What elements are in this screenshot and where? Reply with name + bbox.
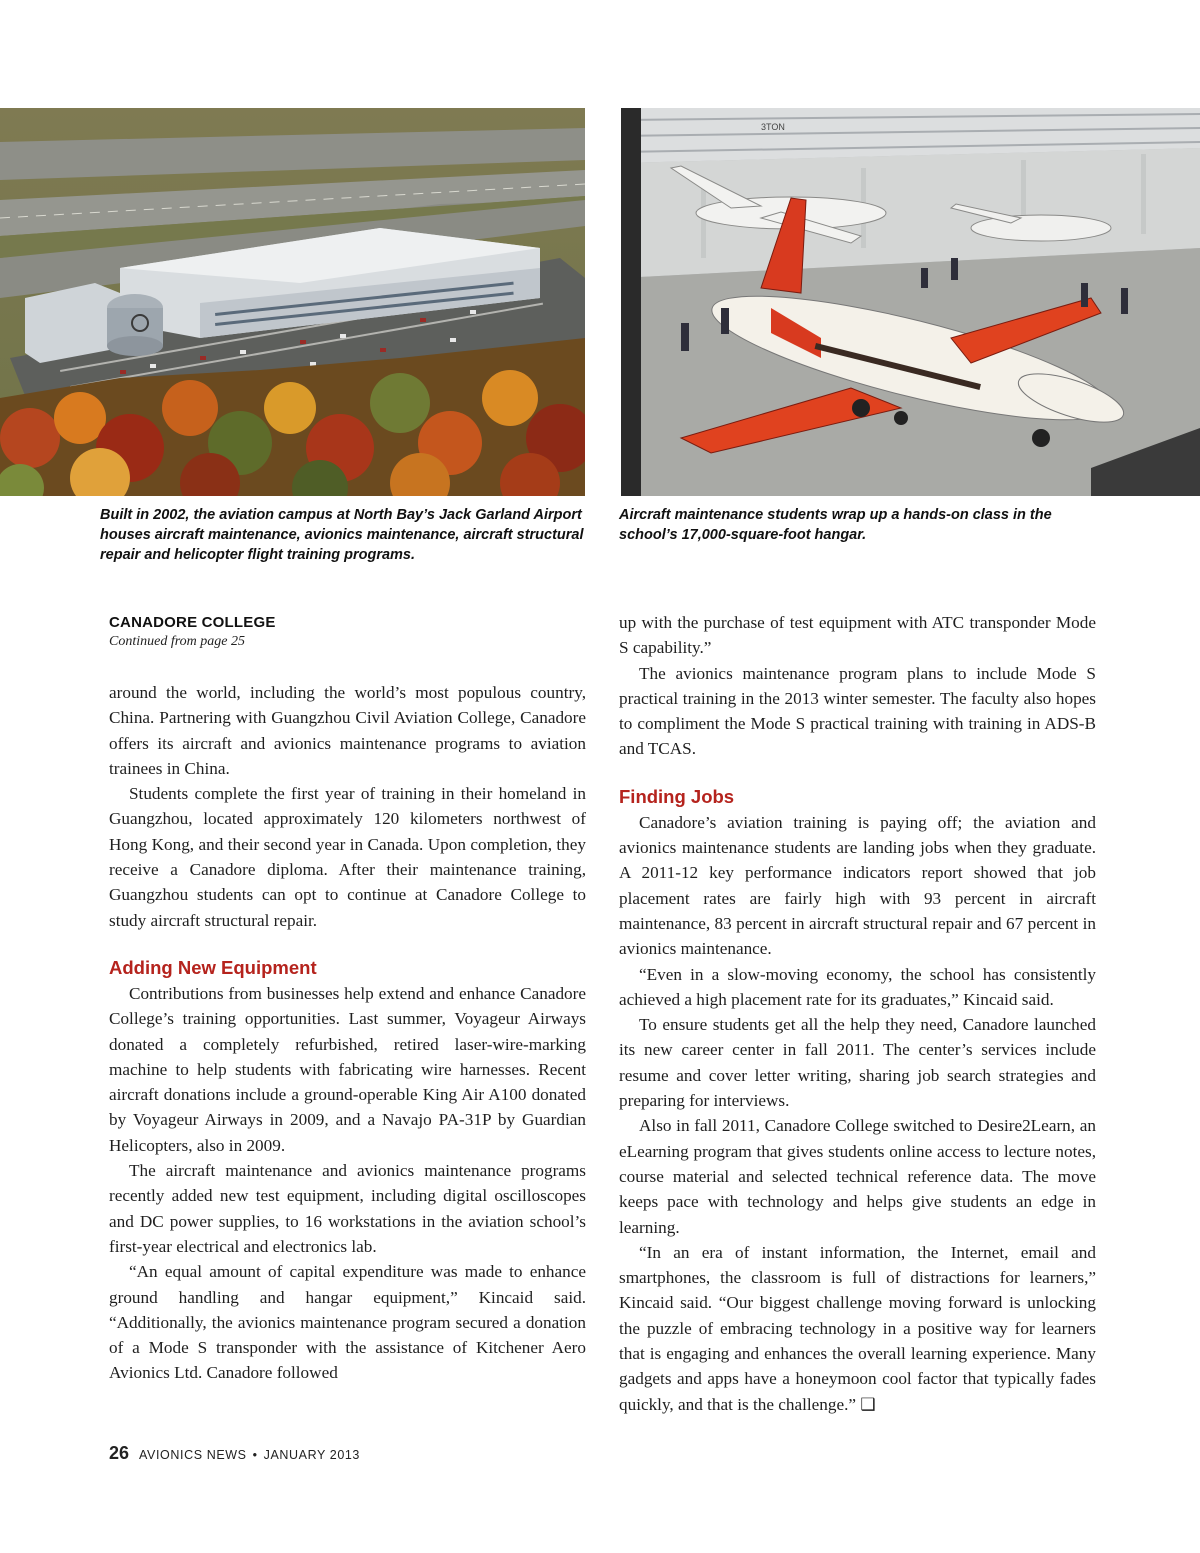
body-paragraph: Canadore’s aviation training is paying off; the aviation and avionics maintenance students are landing jobs when they graduate. A 2011-12 key performance indicators report showed that job placement rates are fairly high with 93 percent in aircraft maintenance, 83 percent in aircraft structural repair and 67 percent in avionics maintenance. [619,812,1096,959]
body-paragraph: Also in fall 2011, Canadore College switched to Desire2Learn, an eLearning program that gives students online access to lecture notes, course material and selected technical reference data. The move keeps pace with technology and helps give students an edge in learning. [619,1116,1096,1237]
campus-photo-caption: Built in 2002, the aviation campus at North Bay’s Jack Garland Airport houses aircraft maintenance, avionics maintenance, aircraft structural repair and helicopter flight training programs. [100,507,584,563]
body-paragraph: To ensure students get all the help they need, Canadore launched its new career center in fall 2011. The center’s services include resume and cover letter writing, sharing job search strategies and preparing for interviews. [619,1015,1096,1111]
continued-note: Continued from page 25 [109,634,245,649]
issue-date: JANUARY 2013 [263,1448,360,1462]
hangar-photo-caption: Aircraft maintenance students wrap up a hands-on class in the school’s 17,000-square-foot hangar. [619,507,1052,543]
body-paragraph: The aircraft maintenance and avionics maintenance programs recently added new test equipment, including digital oscilloscopes and DC power supplies, to 16 workstations in the aviation school’s first-year electrical and electronics lab. [109,1161,586,1256]
footer-separator: • [252,1448,258,1462]
publication-name: AVIONICS NEWS [139,1448,247,1462]
body-paragraph: The avionics maintenance program plans to include Mode S practical training in the 2013 winter semester. The faculty also hopes to compliment the Mode S practical training with training in ADS-B and TCAS. [619,663,1096,759]
hangar-illustration [621,108,1200,496]
article-column-right [619,610,1096,1417]
subheading-adding-new-equipment: Adding New Equipment [109,956,317,978]
body-paragraph: “An equal amount of capital expenditure was made to enhance ground handling and hangar equipment,” Kincaid said. “Additionally, the avionics maintenance program secured a donation of a Mode S transponder with the assistance of Kitchener Aero Avionics Ltd. Canadore followed [109,1262,586,1383]
campus-aerial-photo [0,108,585,496]
page-footer [109,1443,360,1464]
section-label: CANADORE COLLEGE [109,614,276,631]
article-column-left [109,613,586,1386]
hangar-sign-text: 3TON [761,122,785,132]
body-paragraph: around the world, including the world’s most populous country, China. Partnering with Guangzhou Civil Aviation College, Canadore offers its aircraft and avionics maintenance programs to aviation trainees in China. [109,683,586,778]
hangar-photo [621,108,1200,496]
body-paragraph: Students complete the first year of training in their homeland in Guangzhou, located approximately 120 kilometers northwest of Hong Kong, and their second year in Canada. Upon completion, they receive a Canadore diploma. After their maintenance training, Guangzhou students can opt to continue at Canadore College to study aircraft structural repair. [109,784,586,930]
subheading-finding-jobs: Finding Jobs [619,785,735,807]
body-paragraph: Contributions from businesses help extend and enhance Canadore College’s training opportunities. Last summer, Voyageur Airways donated a completely refurbished, retired laser-wire-marking machine to help students with fabricating wire harnesses. Recent aircraft donations include a ground-operable King Air A100 donated by Voyageur Airways in 2009, and a Navajo PA-31P by Guardian Helicopters, also in 2009. [109,983,586,1155]
page-number: 26 [109,1443,130,1463]
body-paragraph: up with the purchase of test equipment with ATC transponder Mode S capability.” [619,613,1096,658]
campus-aerial-illustration [0,108,585,496]
body-paragraph: “In an era of instant information, the Internet, email and smartphones, the classroom is full of distractions for learners,” Kincaid said. “Our biggest challenge moving forward is unlocking the puzzle of embracing technology in a positive way for learners that is engaging and enhances the overall learning experience. Many gadgets and apps have a honeymoon cool factor that typically fades quickly, and that is the challenge.” ❑ [619,1242,1096,1414]
body-paragraph: “Even in a slow-moving economy, the school has consistently achieved a high placement rate for its graduates,” Kincaid said. [619,964,1096,1009]
